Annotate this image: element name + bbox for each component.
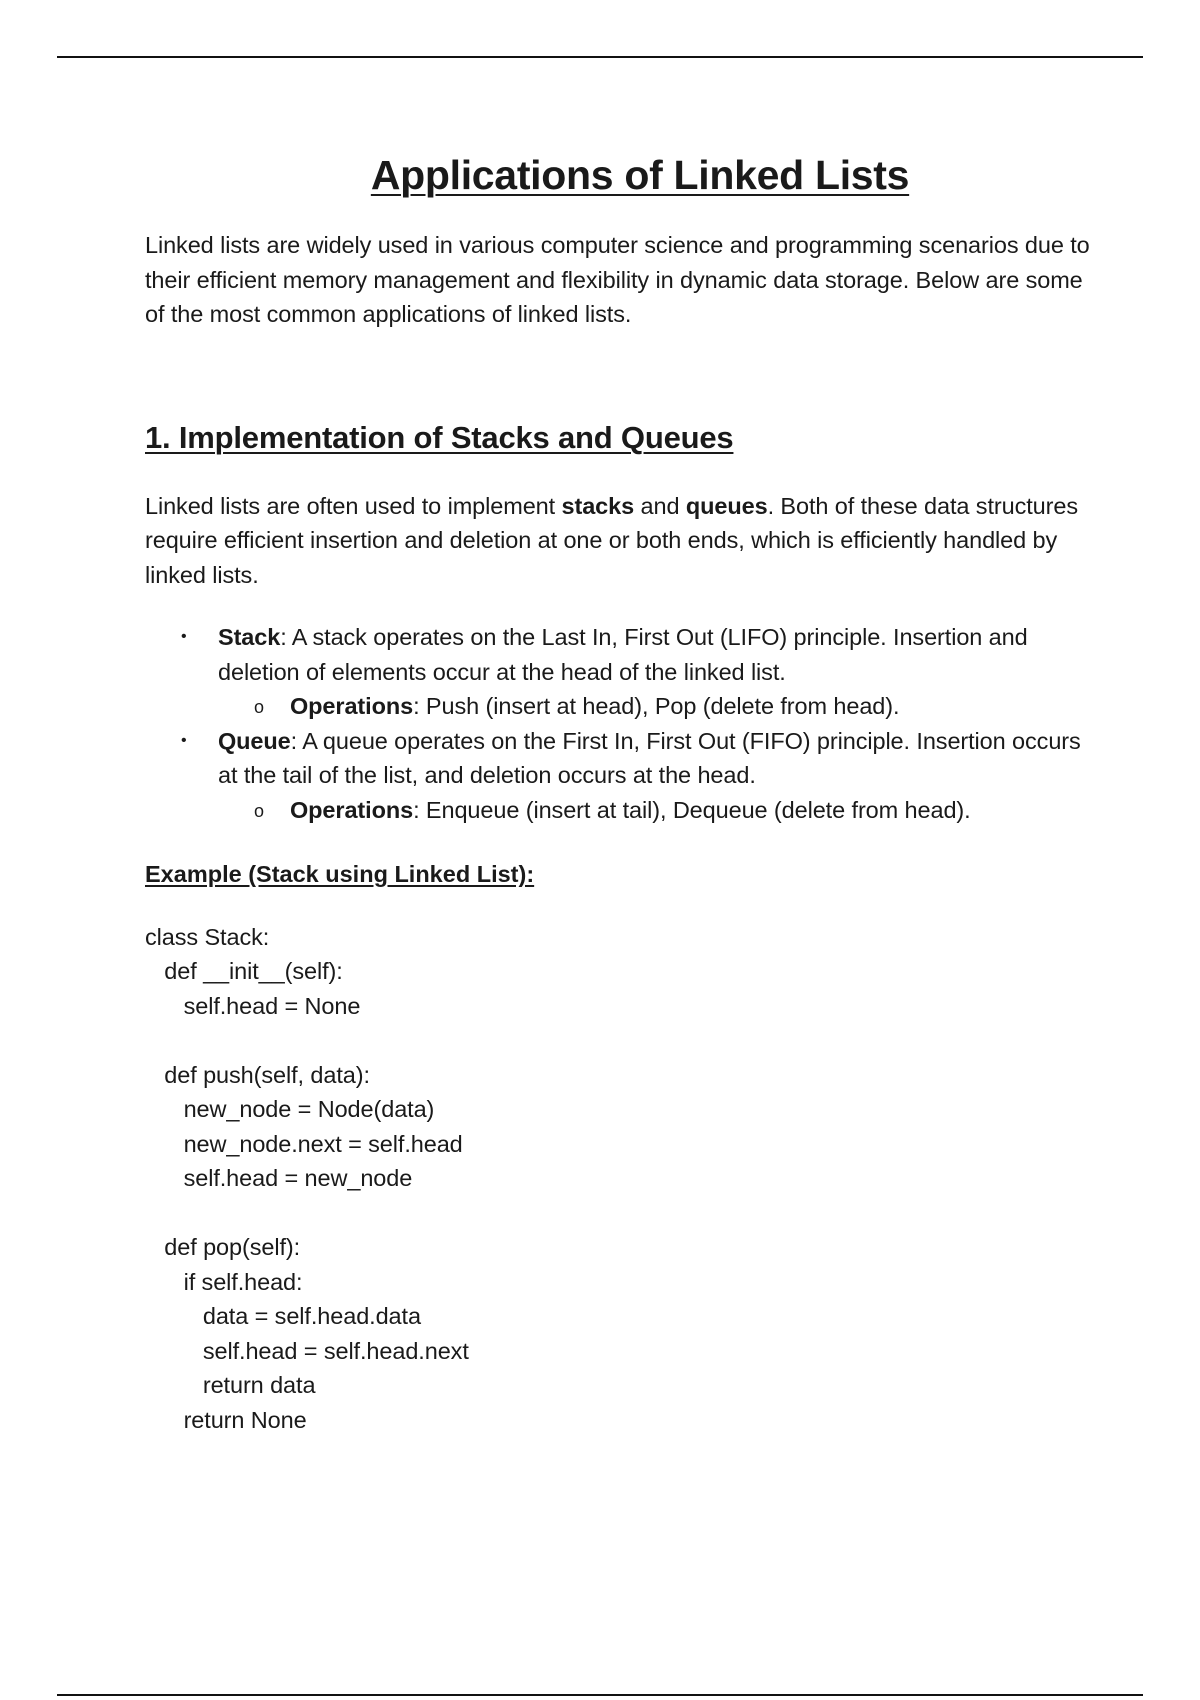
bullet-icon: • [181, 628, 187, 645]
para-text-start: Linked lists are often used to implement [145, 492, 562, 519]
sub-bullet-icon: o [254, 697, 264, 717]
queue-term: Queue [218, 727, 291, 754]
bullet-list [145, 620, 1105, 827]
bullet-icon: • [181, 731, 187, 749]
para-text-end: . Both of these data structures require efficient insertion and deletion at one or both ends, which is efficiently handled by linked lists. [145, 492, 1078, 588]
para-text-and: and [634, 492, 686, 519]
queue-description: : A queue operates on the First In, First Out (FIFO) principle. Insertion occurs at the tail of the list, and deletion occurs at the head. [218, 727, 1081, 788]
intro-paragraph: Linked lists are widely used in various computer science and programming scenarios due to their efficient memory management and flexibility in dynamic data storage. Below are some of the most common applications of linked lists. [145, 232, 1090, 327]
sub-list-item-stack-ops [218, 689, 1105, 724]
stack-description: : A stack operates on the Last In, First Out (LIFO) principle. Insertion and deletion of elements occur at the head of the linked list. [218, 624, 1028, 685]
sub-list-queue [218, 793, 1105, 828]
sub-list-item-queue-ops [218, 793, 1105, 828]
section-heading-stacks-queues: 1. Implementation of Stacks and Queues [145, 419, 734, 455]
section-paragraph [145, 489, 1105, 593]
stack-ops-label: Operations [290, 693, 414, 719]
top-divider [57, 56, 1143, 58]
list-item-queue [145, 724, 1105, 828]
page-title: Applications of Linked Lists [370, 152, 910, 198]
code-block: class Stack: def __init__(self): self.head = None def push(self, data): new_node = Node(data) new_node.next = self.head self.head = new_node def pop(self): if self.head: data = self.head.data self.head = self.head.next return data return None [145, 923, 469, 1433]
document-body [145, 150, 1105, 1437]
stack-ops-text: : Push (insert at head), Pop (delete from head). [413, 693, 900, 719]
example-label: Example (Stack using Linked List): [145, 861, 535, 887]
para-bold-queues: queues [685, 492, 768, 519]
para-bold-stacks: stacks [561, 492, 635, 519]
queue-ops-text: : Enqueue (insert at tail), Dequeue (delete from head). [413, 796, 971, 823]
stack-term: Stack [218, 624, 281, 650]
bottom-divider [57, 1694, 1143, 1696]
list-item-stack [145, 620, 1105, 724]
queue-ops-label: Operations [290, 796, 414, 823]
sub-list-stack [218, 689, 1105, 724]
sub-bullet-icon: o [254, 800, 264, 821]
